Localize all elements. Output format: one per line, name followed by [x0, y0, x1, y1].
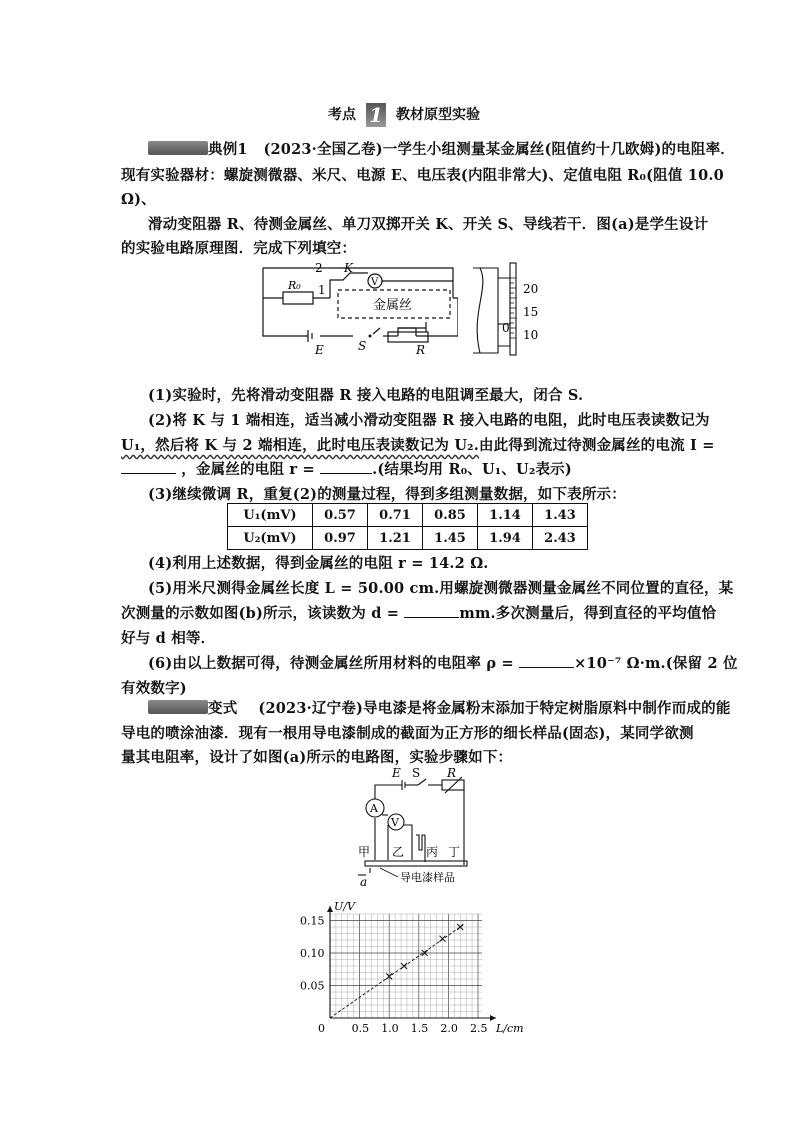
x-tick-label: 2.5	[470, 1022, 488, 1035]
variant-source: (2023·辽宁卷)	[258, 700, 364, 717]
example-line-4: 滑动变阻器 R、待测金属丝、单刀双掷开关 K、开关 S、导线若干．图(a)是学生设计	[148, 216, 709, 233]
question-2a: (2)将 K 与 1 端相连，适当减小滑动变阻器 R 接入电路的电阻，此时电压表读数记为	[148, 412, 710, 429]
ammeter-label: A	[370, 802, 378, 815]
table-cell: 0.85	[423, 504, 478, 527]
sample-circuit-figure	[350, 765, 490, 890]
fig-a-label-e: E	[315, 343, 324, 357]
example-text-1: 一学生小组测量某金属丝(阻值约十几欧姆)的电阻率．	[382, 141, 736, 158]
example-line-2: 现有实验器材：螺旋测微器、米尺、电源 E、电压表(内阻非常大)、定值电阻 R₀(阻值 10.0	[121, 167, 724, 184]
example-tag-bar	[148, 141, 208, 155]
question-2c-mid: ，金属丝的电阻 r =	[181, 461, 315, 478]
fig-b-tick-20: 20	[523, 282, 539, 296]
circuit-figure-a	[258, 258, 458, 358]
question-6a-post: ×10⁻⁷ Ω·m.(保留 2 位	[574, 655, 738, 672]
fig-c-label-yi: 乙	[392, 845, 405, 859]
question-6b: 有效数字)	[121, 680, 187, 697]
table-cell: 1.43	[533, 504, 588, 527]
question-3: (3)继续微调 R，重复(2)的测量过程，得到多组测量数据，如下表所示：	[148, 486, 626, 503]
question-5b-post: mm.多次测量后，得到直径的平均值恰	[459, 605, 717, 622]
question-2c	[121, 458, 572, 479]
table-row-label: U₂(mV)	[228, 527, 313, 550]
table-cell: 2.43	[533, 527, 588, 550]
question-6a	[148, 652, 738, 673]
y-tick-label: 0.05	[300, 979, 325, 993]
x-tick-label: 0.5	[351, 1022, 370, 1035]
x-tick-label: 1.0	[381, 1022, 399, 1035]
table-cell: 1.94	[478, 527, 533, 550]
table-row-label: U₁(mV)	[228, 504, 313, 527]
question-5a: (5)用米尺测得金属丝长度 L = 50.00 cm.用螺旋测微器测量金属丝不同位置的直径，某	[148, 580, 734, 597]
variant-text-1: 导电漆是将金属粉末添加于特定树脂原料中制作而成的能	[363, 700, 731, 717]
table-cell: 0.57	[313, 504, 368, 527]
question-2b	[121, 434, 715, 455]
table-cell: 1.21	[368, 527, 423, 550]
answer-blank-diameter[interactable]	[404, 617, 459, 618]
fig-a-label-1: 1	[318, 283, 326, 297]
y-axis-arrow	[327, 906, 333, 912]
header-title: 教材原型实验	[396, 107, 480, 123]
question-5c: 好与 d 相等．	[121, 630, 216, 647]
example-line-5: 的实验电路原理图．完成下列填空：	[121, 240, 357, 257]
fig-c-label-sample: 导电漆样品	[400, 871, 455, 884]
fig-a-label-v: V	[371, 277, 379, 288]
fig-a-label-r0: R₀	[288, 279, 301, 292]
variant-tag-bar	[148, 700, 208, 714]
table-cell: 1.14	[478, 504, 533, 527]
question-5b-pre: 次测量的示数如图(b)所示，该读数为 d =	[121, 605, 400, 622]
variant-line-2: 导电的喷涂油漆．现有一根用导电漆制成的截面为正方形的细长样品(固态)，某同学欲测	[121, 725, 694, 742]
micrometer-figure-b	[468, 258, 558, 358]
chart-y-axis-label: U/V	[334, 900, 355, 913]
table-row	[228, 504, 588, 527]
answer-blank-resistance[interactable]	[320, 473, 372, 474]
question-5b	[121, 602, 716, 623]
fig-a-label-2: 2	[315, 261, 323, 275]
question-2b-rest: 由此得到流过待测金属丝的电流 I =	[478, 437, 715, 454]
example-tag: 典例1	[208, 141, 248, 158]
x-tick-label: 2.0	[440, 1022, 458, 1035]
table-cell: 0.97	[313, 527, 368, 550]
data-table	[227, 503, 588, 550]
fig-a-label-wire: 金属丝	[373, 298, 413, 313]
fig-a-label-s: S	[358, 339, 367, 353]
x-tick-label: 0	[318, 1022, 325, 1035]
answer-blank-resistivity[interactable]	[519, 667, 574, 668]
chart-x-axis-label: L/cm	[496, 1022, 524, 1035]
voltmeter-label: V	[391, 816, 399, 829]
fig-a-label-r: R	[416, 343, 426, 357]
question-2c-end: .(结果均用 R₀、U₁、U₂表示)	[372, 461, 572, 478]
answer-blank-current[interactable]	[121, 473, 176, 474]
header-number-badge: 1	[366, 103, 386, 127]
x-tick-label: 1.5	[410, 1022, 429, 1035]
example-source: (2023·全国乙卷)	[263, 141, 383, 158]
fig-c-label-e: E	[392, 766, 401, 780]
fig-c-label-r: R	[447, 766, 457, 780]
question-6a-pre: (6)由以上数据可得，待测金属丝所用材料的电阻率 ρ =	[148, 655, 514, 672]
example-line-1	[208, 138, 735, 159]
fig-c-label-bing: 丙	[426, 845, 439, 859]
header-prefix: 考点	[328, 107, 356, 123]
ul-chart	[300, 900, 540, 1040]
variant-tag: 变式	[208, 700, 238, 717]
fig-c-label-jia: 甲	[358, 845, 371, 859]
table-row	[228, 527, 588, 550]
table-cell: 0.71	[368, 504, 423, 527]
table-cell: 1.45	[423, 527, 478, 550]
fig-b-zero: 0	[502, 321, 510, 335]
question-4: (4)利用上述数据，得到金属丝的电阻 r = 14.2 Ω.	[148, 555, 489, 572]
fig-c-label-s: S	[412, 766, 421, 780]
variant-line-3: 量其电阻率，设计了如图(a)所示的电路图，实验步骤如下：	[121, 749, 513, 766]
fig-b-tick-15: 15	[523, 305, 539, 319]
fig-a-label-k: K	[344, 261, 353, 275]
question-2b-wavy: U₁，然后将 K 与 2 端相连，此时电压表读数记为 U₂.	[121, 437, 479, 454]
x-axis-arrow	[490, 1015, 496, 1021]
y-tick-label: 0.10	[300, 947, 325, 960]
question-1: (1)实验时，先将滑动变阻器 R 接入电路的电阻调至最大，闭合 S.	[148, 387, 584, 404]
section-header	[328, 103, 480, 127]
chart-marks	[330, 924, 463, 1018]
example-line-3: Ω)、	[121, 191, 156, 208]
y-tick-label: 0.15	[300, 914, 325, 928]
variant-line-1	[208, 697, 731, 718]
fig-c-label-a: a	[360, 875, 368, 889]
fig-c-label-ding: 丁	[448, 845, 461, 859]
fig-b-tick-10: 10	[523, 328, 539, 342]
